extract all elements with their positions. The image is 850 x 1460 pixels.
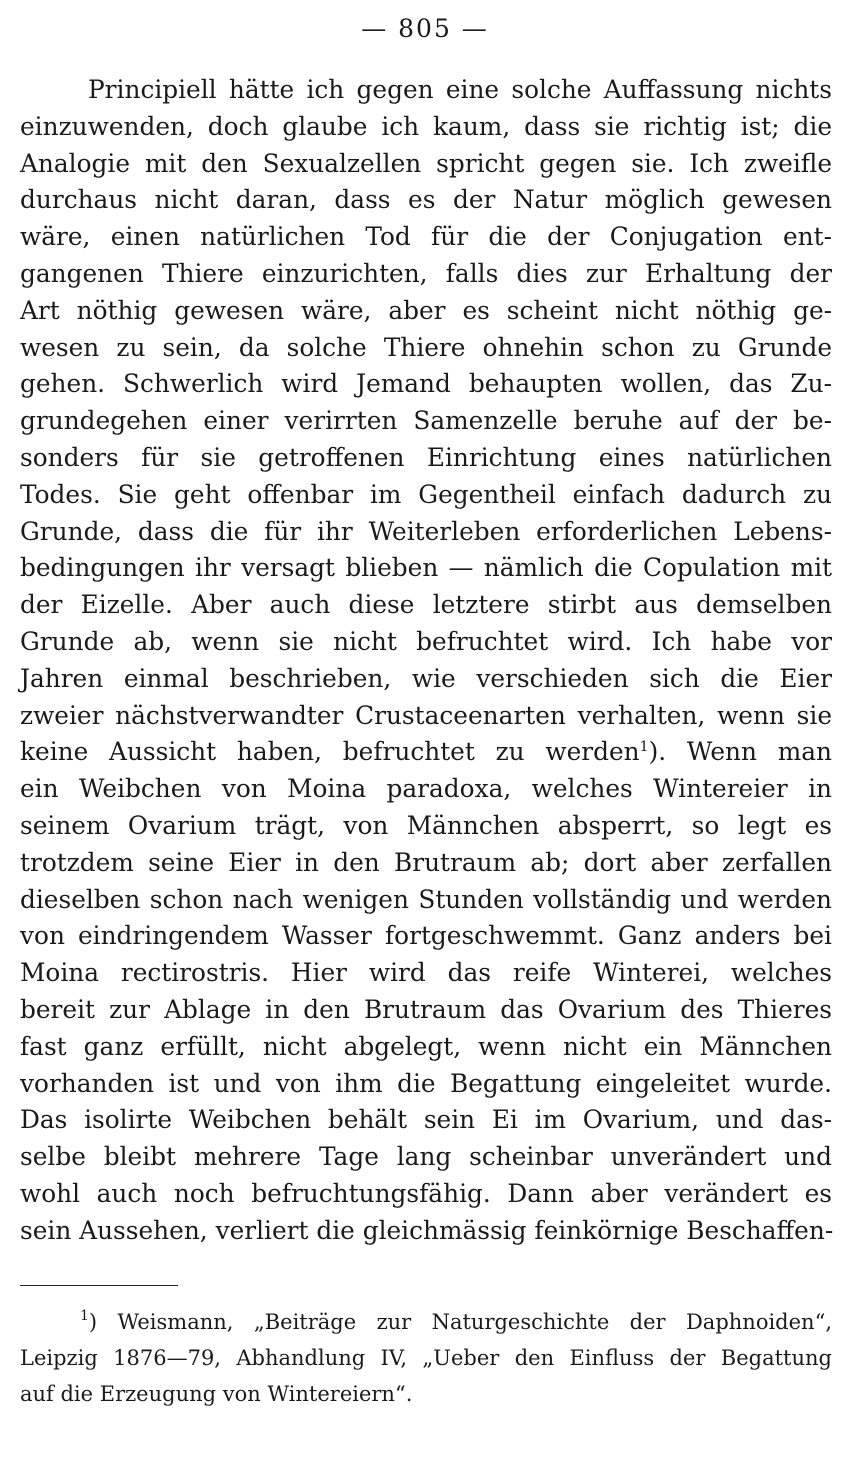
text-line: Principiell hätte ich gegen eine solche Auffassung nichts — [88, 75, 832, 104]
text-line: wohl auch noch befruchtungsfähig. Dann aber verändert es — [20, 1178, 832, 1208]
text-line: selbe bleibt mehrere Tage lang scheinbar unverändert und — [20, 1142, 832, 1172]
text-line: von eindringendem Wasser fortgeschwemmt. Ganz anders bei — [20, 921, 832, 951]
text-segment: ). Wenn man — [648, 737, 832, 767]
text-line: sein Aussehen, verliert die gleichmässig feinkörnige Beschaffen- — [20, 1215, 834, 1245]
text-line: der Eizelle. Aber auch diese letztere stirbt aus demselben — [20, 590, 832, 620]
text-line: vorhanden ist und von ihm die Begattung eingeleitet wurde. — [20, 1068, 832, 1098]
text-line: durchaus nicht daran, dass es der Natur möglich gewesen — [20, 185, 832, 215]
text-line: Todes. Sie geht offenbar im Gegentheil einfach dadurch zu — [20, 479, 832, 509]
footnote-line: Leipzig 1876—79, Abhandlung IV, „Ueber den Einfluss der Begattung — [20, 1346, 832, 1370]
footnote-line — [20, 1304, 832, 1340]
page-number: — 805 — — [361, 14, 489, 43]
text-line: ein Weibchen von Moina paradoxa, welches Wintereier in — [20, 774, 832, 804]
footnote-divider — [20, 1285, 178, 1286]
text-line: seinem Ovarium trägt, von Männchen absperrt, so legt es — [20, 810, 832, 840]
body-text — [20, 72, 832, 1250]
text-line: wesen zu sein, da solche Thiere ohnehin schon zu Grunde — [20, 332, 832, 362]
text-line: wäre, einen natürlichen Tod für die der Conjugation ent- — [20, 222, 832, 252]
text-line: sonders für sie getroffenen Einrichtung eines natürlichen — [20, 442, 832, 472]
text-line: bereit zur Ablage in den Brutraum das Ovarium des Thieres — [20, 994, 832, 1024]
text-line: einzuwenden, doch glaube ich kaum, dass sie richtig ist; die — [20, 111, 832, 141]
text-line: Grunde, dass die für ihr Weiterleben erforderlichen Lebens- — [20, 516, 832, 546]
footnotes — [20, 1304, 832, 1412]
text-line: dieselben schon nach wenigen Stunden vollständig und werden — [20, 884, 832, 914]
text-line: grundegehen einer verirrten Samenzelle beruhe auf der be- — [20, 406, 832, 436]
text-line: zweier nächstverwandter Crustaceenarten verhalten, wenn sie — [20, 700, 832, 730]
text-segment: keine Aussicht haben, befruchtet zu werden — [20, 737, 640, 767]
footnote-reference[interactable]: 1 — [639, 739, 649, 756]
footnote-marker: 1 — [80, 1308, 89, 1324]
text-line: Grunde ab, wenn sie nicht befruchtet wird. Ich habe vor — [20, 626, 832, 656]
text-line: fast ganz erfüllt, nicht abgelegt, wenn nicht ein Männchen — [20, 1031, 832, 1061]
text-line: Jahren einmal beschrieben, wie verschieden sich die Eier — [20, 663, 832, 693]
text-line: Analogie mit den Sexualzellen spricht gegen sie. Ich zweifle — [20, 148, 832, 178]
text-line: gangenen Thiere einzurichten, falls dies zur Erhaltung der — [20, 258, 832, 288]
text-line: gehen. Schwerlich wird Jemand behaupten wollen, das Zu- — [20, 369, 832, 399]
footnote-text: ) Weismann, „Beiträge zur Naturgeschichte der Daphnoiden“, — [88, 1310, 832, 1334]
text-line: bedingungen ihr versagt blieben — nämlich die Copulation mit — [20, 553, 832, 583]
text-line: Art nöthig gewesen wäre, aber es scheint nicht nöthig ge- — [20, 295, 832, 325]
text-line: Das isolirte Weibchen behält sein Ei im Ovarium, und das- — [20, 1105, 832, 1135]
text-line: Moina rectirostris. Hier wird das reife Winterei, welches — [20, 958, 832, 988]
text-line-with-footnote-ref — [20, 734, 832, 771]
text-line: trotzdem seine Eier in den Brutraum ab; dort aber zerfallen — [20, 847, 832, 877]
footnote-line: auf die Erzeugung von Wintereiern“. — [20, 1382, 413, 1406]
